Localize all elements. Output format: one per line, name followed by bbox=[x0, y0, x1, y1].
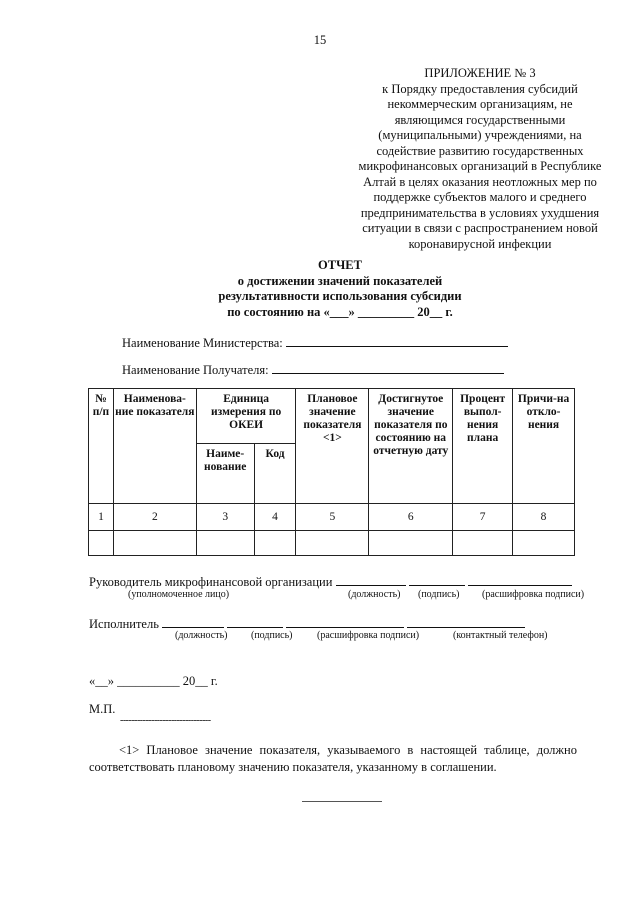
head-signature-row bbox=[89, 573, 572, 590]
recipient-label: Наименование Получателя: bbox=[122, 363, 269, 377]
col-number: 4 bbox=[254, 504, 296, 531]
table-row bbox=[89, 531, 575, 556]
appendix-block bbox=[335, 66, 625, 252]
ministry-label: Наименование Министерства: bbox=[122, 336, 283, 350]
position-caption: (должность) bbox=[348, 589, 401, 600]
col-number: 3 bbox=[196, 504, 254, 531]
executor-signature-line[interactable] bbox=[227, 615, 283, 628]
signature-caption: (подпись) bbox=[251, 630, 293, 641]
footnote: <1> Плановое значение показателя, указываемого в настоящей таблице, должно соответствовать плановому значению показателя, указанному в соглашении. bbox=[89, 743, 577, 774]
indicators-table bbox=[88, 388, 575, 556]
report-subtitle: результативности использования субсидии bbox=[218, 289, 462, 303]
separator: -------------------------------- bbox=[120, 715, 211, 726]
signature-caption: (подпись) bbox=[418, 589, 460, 600]
stamp-label: М.П. bbox=[89, 702, 116, 716]
table-cell[interactable] bbox=[254, 531, 296, 556]
executor-phone-line[interactable] bbox=[407, 615, 525, 628]
report-subtitle: о достижении значений показателей bbox=[237, 273, 443, 288]
col-number: 1 bbox=[89, 504, 114, 531]
appendix-line: микрофинансовых организаций в Республике bbox=[358, 159, 602, 173]
decoding-caption: (расшифровка подписи) bbox=[482, 589, 585, 600]
header-unit: Единица измерения по ОКЕИ bbox=[196, 389, 296, 444]
phone-caption: (контактный телефон) bbox=[453, 630, 548, 641]
col-number: 6 bbox=[369, 504, 453, 531]
header-name: Наименова-ние показателя bbox=[113, 389, 196, 504]
ministry-input-line[interactable] bbox=[286, 334, 508, 347]
executor-decoding-line[interactable] bbox=[286, 615, 404, 628]
end-divider bbox=[302, 801, 382, 802]
page-number: 15 bbox=[313, 33, 327, 47]
table-cell[interactable] bbox=[296, 531, 369, 556]
recipient-input-line[interactable] bbox=[272, 361, 504, 374]
table-cell[interactable] bbox=[89, 531, 114, 556]
executor-position-line[interactable] bbox=[162, 615, 224, 628]
appendix-line: ситуации в связи с распространением новой bbox=[362, 221, 598, 235]
table-row-numbers bbox=[89, 504, 575, 531]
table-cell[interactable] bbox=[453, 531, 513, 556]
col-number: 8 bbox=[513, 504, 575, 531]
report-date-line: по состоянию на «___» _________ 20__ г. bbox=[227, 304, 453, 319]
head-sub-label: (уполномоченное лицо) bbox=[128, 589, 230, 600]
appendix-title: ПРИЛОЖЕНИЕ № 3 bbox=[424, 66, 536, 80]
date-line: «__» __________ 20__ г. bbox=[89, 674, 218, 688]
appendix-line: коронавирусной инфекции bbox=[408, 236, 552, 251]
col-number: 7 bbox=[453, 504, 513, 531]
appendix-line: некоммерческим организациям, не bbox=[387, 97, 573, 111]
header-percent: Процент выпол-нения плана bbox=[453, 389, 513, 504]
col-number: 5 bbox=[296, 504, 369, 531]
report-heading bbox=[0, 258, 640, 320]
head-label: Руководитель микрофинансовой организации bbox=[89, 575, 333, 589]
executor-label: Исполнитель bbox=[89, 617, 159, 631]
appendix-line: предпринимательства в условиях ухудшения bbox=[360, 205, 600, 220]
header-unit-code: Код bbox=[254, 444, 296, 504]
header-num: № п/п bbox=[89, 389, 114, 504]
position-caption: (должность) bbox=[175, 630, 228, 641]
header-unit-name: Наиме-нование bbox=[196, 444, 254, 504]
appendix-line: поддержке субъектов малого и среднего bbox=[373, 190, 587, 204]
appendix-line: являющимся государственными bbox=[394, 112, 566, 127]
header-achieved: Достигнутое значение показателя по состоянию на отчетную дату bbox=[369, 389, 453, 504]
table-cell[interactable] bbox=[113, 531, 196, 556]
col-number: 2 bbox=[113, 504, 196, 531]
appendix-line: содействие развитию государственных bbox=[376, 143, 584, 158]
table-cell[interactable] bbox=[196, 531, 254, 556]
head-decoding-line[interactable] bbox=[468, 573, 572, 586]
head-signature-line[interactable] bbox=[409, 573, 465, 586]
appendix-line: (муниципальными) учреждениями, на bbox=[378, 128, 582, 142]
head-position-line[interactable] bbox=[336, 573, 406, 586]
table-cell[interactable] bbox=[369, 531, 453, 556]
appendix-line: Алтай в целях оказания неотложных мер по bbox=[363, 174, 597, 189]
decoding-caption: (расшифровка подписи) bbox=[317, 630, 420, 641]
recipient-field bbox=[122, 361, 504, 378]
header-reason: Причи-на откло-нения bbox=[513, 389, 575, 504]
table-cell[interactable] bbox=[513, 531, 575, 556]
report-title: ОТЧЕТ bbox=[318, 258, 362, 272]
appendix-line: к Порядку предоставления субсидий bbox=[382, 81, 578, 96]
ministry-field bbox=[122, 334, 508, 351]
header-plan: Плановое значение показателя <1> bbox=[296, 389, 369, 504]
